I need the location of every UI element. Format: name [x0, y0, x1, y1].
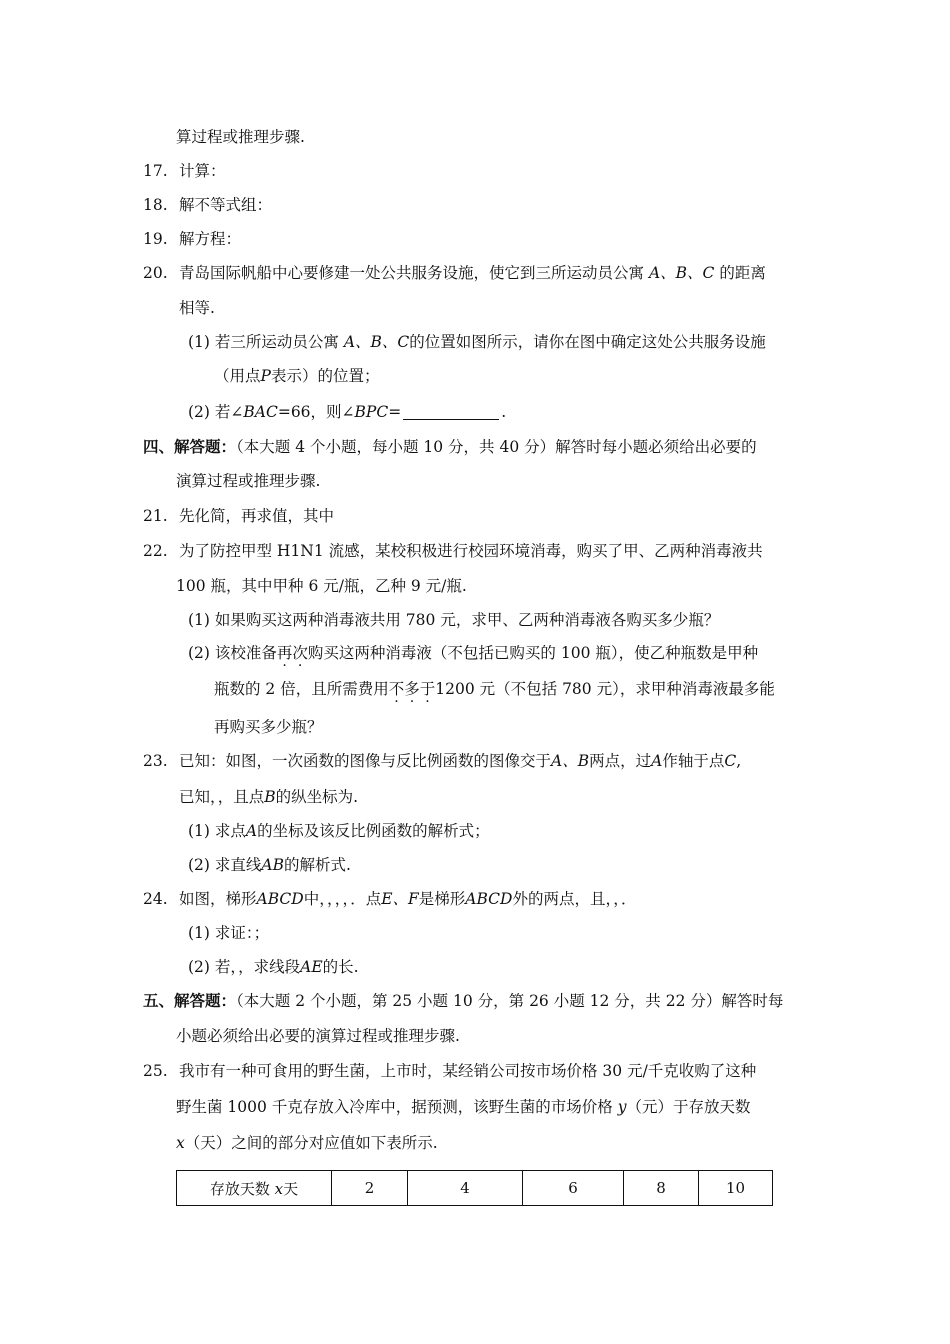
sub-question: (1) 如果购买这两种消毒液共用 780 元，求甲、乙两种消毒液各购买多少瓶？ — [188, 611, 720, 629]
section-heading-5: 五、解答题：（本大题 2 个小题，第 25 小题 10 分，第 26 小题 12 分，共 22 分）解答时每 — [143, 991, 784, 1010]
question-number: 19. — [143, 230, 168, 248]
text-line: 瓶数的 2 倍，且所需费用不多于1200 元（不包括 780 元），求甲种消毒液最多能 — [214, 680, 775, 698]
question-number: 25. — [143, 1062, 168, 1080]
sub-question: (1) 求点A的坐标及该反比例函数的解析式； — [188, 822, 490, 840]
sub-question: (1) 若三所运动员公寓 A、B、C的位置如图所示，请你在图中确定这处公共服务设施 — [188, 333, 766, 351]
document-page: 算过程或推理步骤. 17. 计算： 18. 解不等式组： 19. 解方程： 20. 青岛国际帆船中心要修建一处公共服务设施，使它到三所运动员公寓 A、B、C 的距离 相等. (1) 若三所运动员公寓 A、B、C的位置如图所示，请你在图中确定这处公共服务设施 （用点P表示）的位置； (2) 若∠BAC=66，则∠BPC= . 四、解答题：（本大题 4 个小题，每小题 10 分，共 40 分）解答时每小题必须给出必要的 演算过程或推理步骤. 21. 先化简，再求值，其中 22. 为了防控甲型 H1N1 流感，某校积极进行校园环境消毒，购买了甲、乙两种消毒液共 100 瓶，其中甲种 6 元/瓶，乙种 9 元/瓶. (1) 如果购买这两种消毒液共用 780 元，求甲、乙两种消毒液各购买多少瓶？ (2) 该校准备再次购买这两种消毒液（不包括已购买的 100 瓶），使乙种瓶数是甲种 瓶数的 2 倍，且所需费用不多于1200 元（不包括 780 元），求甲种消毒液最多能 再购买多少瓶？ 23. 已知：如图，一次函数的图像与反比例函数的图像交于A、B两点，过A作轴于点C, 已知，，且点B的纵坐标为. (1) 求点A的坐标及该反比例函数的解析式； (2) 求直线AB的解析式. 24. 如图，梯形ABCD中，，，，．点E、F是梯形ABCD外的两点，且，，． (1) 求证：； (2) 若，，求线段AE的长. 五、解答题：（本大题 2 个小题，第 25 小题 10 分，第 26 小题 12 分，共 22 分）解答时每 小题必须给出必要的演算过程或推理步骤. 25. 我市有一种可食用的野生菌，上市时，某经销公司按市场价格 30 元/千克收购了这种 野生菌 1000 千克存放入冷库中，据预测，该野生菌的市场价格 y（元）于存放天数 x（天）之间的部分对应值如下表所示. 存放天数 x天 2 4 6 8 10 — [0, 0, 950, 1344]
sub-question: (2) 若∠BAC=66，则∠BPC= . — [188, 403, 507, 421]
emphasis-dots: 再次 — [276, 644, 308, 662]
question-number: 20. — [143, 264, 168, 282]
table-cell: 10 — [699, 1171, 773, 1206]
sub-question: (2) 求直线AB的解析式. — [188, 856, 351, 874]
text-line: 小题必须给出必要的演算过程或推理步骤. — [176, 1027, 460, 1045]
text-line: 相等. — [179, 299, 215, 317]
text-line: 演算过程或推理步骤. — [176, 472, 321, 490]
question-number: 23. — [143, 752, 168, 770]
text-line: 100 瓶，其中甲种 6 元/瓶，乙种 9 元/瓶. — [176, 577, 467, 595]
table-cell: 2 — [332, 1171, 408, 1206]
emphasis-dots: 不多于 — [388, 680, 436, 698]
question-number: 18. — [143, 196, 168, 214]
text-line: x（天）之间的部分对应值如下表所示. — [176, 1134, 438, 1152]
question-number: 21. — [143, 507, 168, 525]
sub-question: (1) 求证：； — [188, 924, 270, 942]
sub-question: (2) 该校准备再次购买这两种消毒液（不包括已购买的 100 瓶），使乙种瓶数是甲种 — [188, 644, 759, 662]
question-number: 24. — [143, 890, 168, 908]
sub-question: (2) 若，，求线段AE的长. — [188, 958, 359, 976]
question-number: 17. — [143, 162, 168, 180]
table-cell: 8 — [624, 1171, 699, 1206]
table-cell: 6 — [523, 1171, 624, 1206]
question-number: 22. — [143, 542, 168, 560]
text-line: （用点P表示）的位置； — [214, 367, 380, 385]
section-heading-4: 四、解答题：（本大题 4 个小题，每小题 10 分，共 40 分）解答时每小题必须给出必要的 — [143, 437, 757, 456]
text-line: 野生菌 1000 千克存放入冷库中，据预测，该野生菌的市场价格 y（元）于存放天数 — [176, 1098, 751, 1116]
text-line: 算过程或推理步骤. — [176, 128, 305, 146]
value-table — [176, 1170, 773, 1206]
text-line: 再购买多少瓶？ — [214, 718, 323, 736]
text-line: 已知，，且点B的纵坐标为. — [179, 788, 359, 806]
table-cell: 4 — [408, 1171, 523, 1206]
table-row — [177, 1171, 773, 1206]
answer-blank — [403, 403, 499, 420]
table-header-cell: 存放天数 x天 — [177, 1171, 332, 1206]
